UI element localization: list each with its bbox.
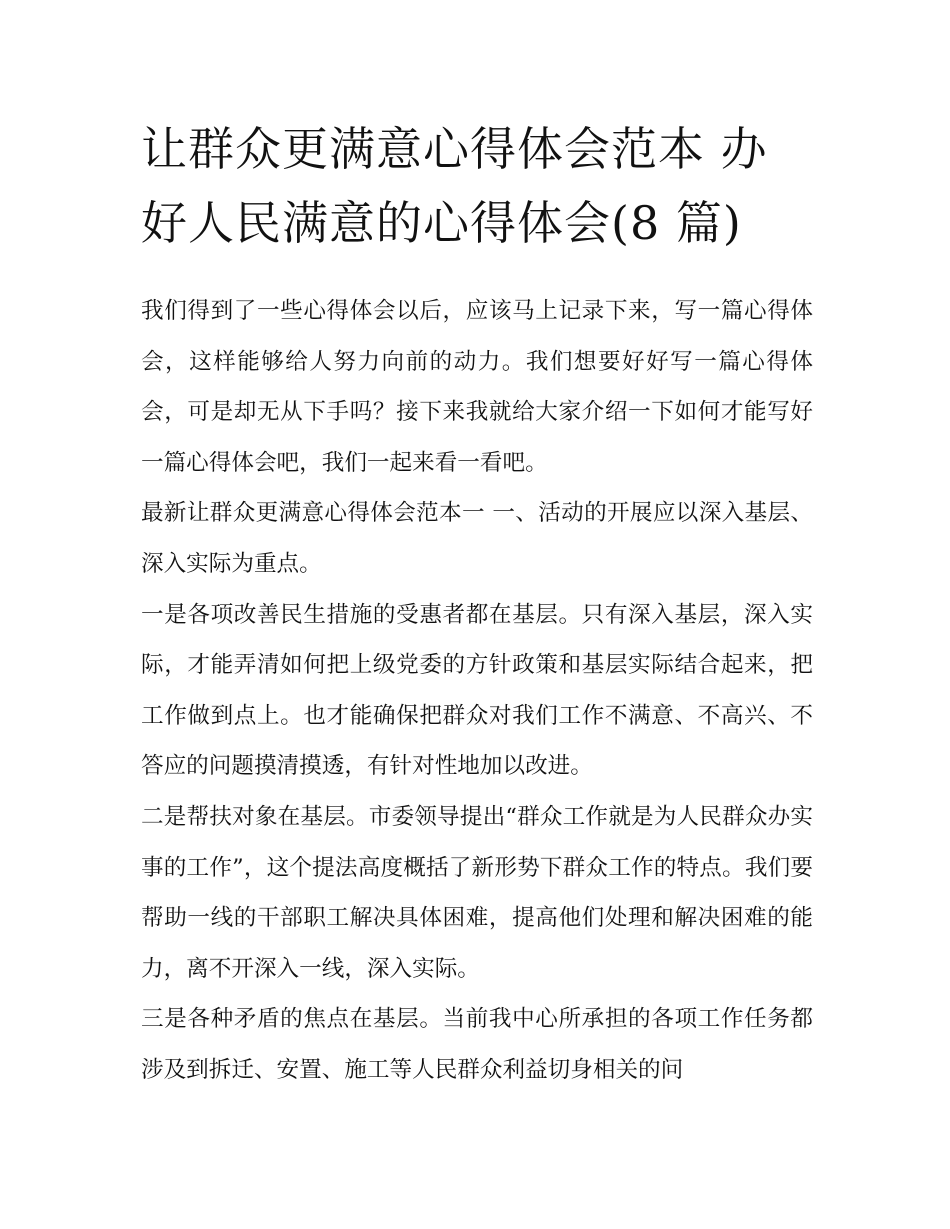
document-title: 让群众更满意心得体会范本 办好人民满意的心得体会(8 篇) — [141, 122, 768, 250]
paragraph-section-heading: 最新让群众更满意心得体会范本一 一、活动的开展应以深入基层、深入实际为重点。 — [141, 500, 813, 577]
document-body — [141, 286, 813, 1096]
document-content — [141, 112, 813, 1096]
paragraph-point-one: 一是各项改善民生措施的受惠者都在基层。只有深入基层，深入实际，才能弄清如何把上级党委的方针政策和基层实际结合起来，把工作做到点上。也才能确保把群众对我们工作不满意、不高兴、不答应的问题摸清摸透，有针对性地加以改进。 — [141, 601, 813, 780]
paragraph-point-three: 三是各种矛盾的焦点在基层。当前我中心所承担的各项工作任务都涉及到拆迁、安置、施工等人民群众利益切身相关的问 — [141, 1006, 813, 1083]
paragraph-point-two: 二是帮扶对象在基层。市委领导提出“群众工作就是为人民群众办实事的工作”，这个提法高度概括了新形势下群众工作的特点。我们要帮助一线的干部职工解决具体困难，提高他们处理和解决困难的能力，离不开深入一线，深入实际。 — [141, 803, 813, 982]
paragraph-intro: 我们得到了一些心得体会以后，应该马上记录下来，写一篇心得体会，这样能够给人努力向前的动力。我们想要好好写一篇心得体会，可是却无从下手吗？接下来我就给大家介绍一下如何才能写好一篇心得体会吧，我们一起来看一看吧。 — [141, 298, 813, 476]
